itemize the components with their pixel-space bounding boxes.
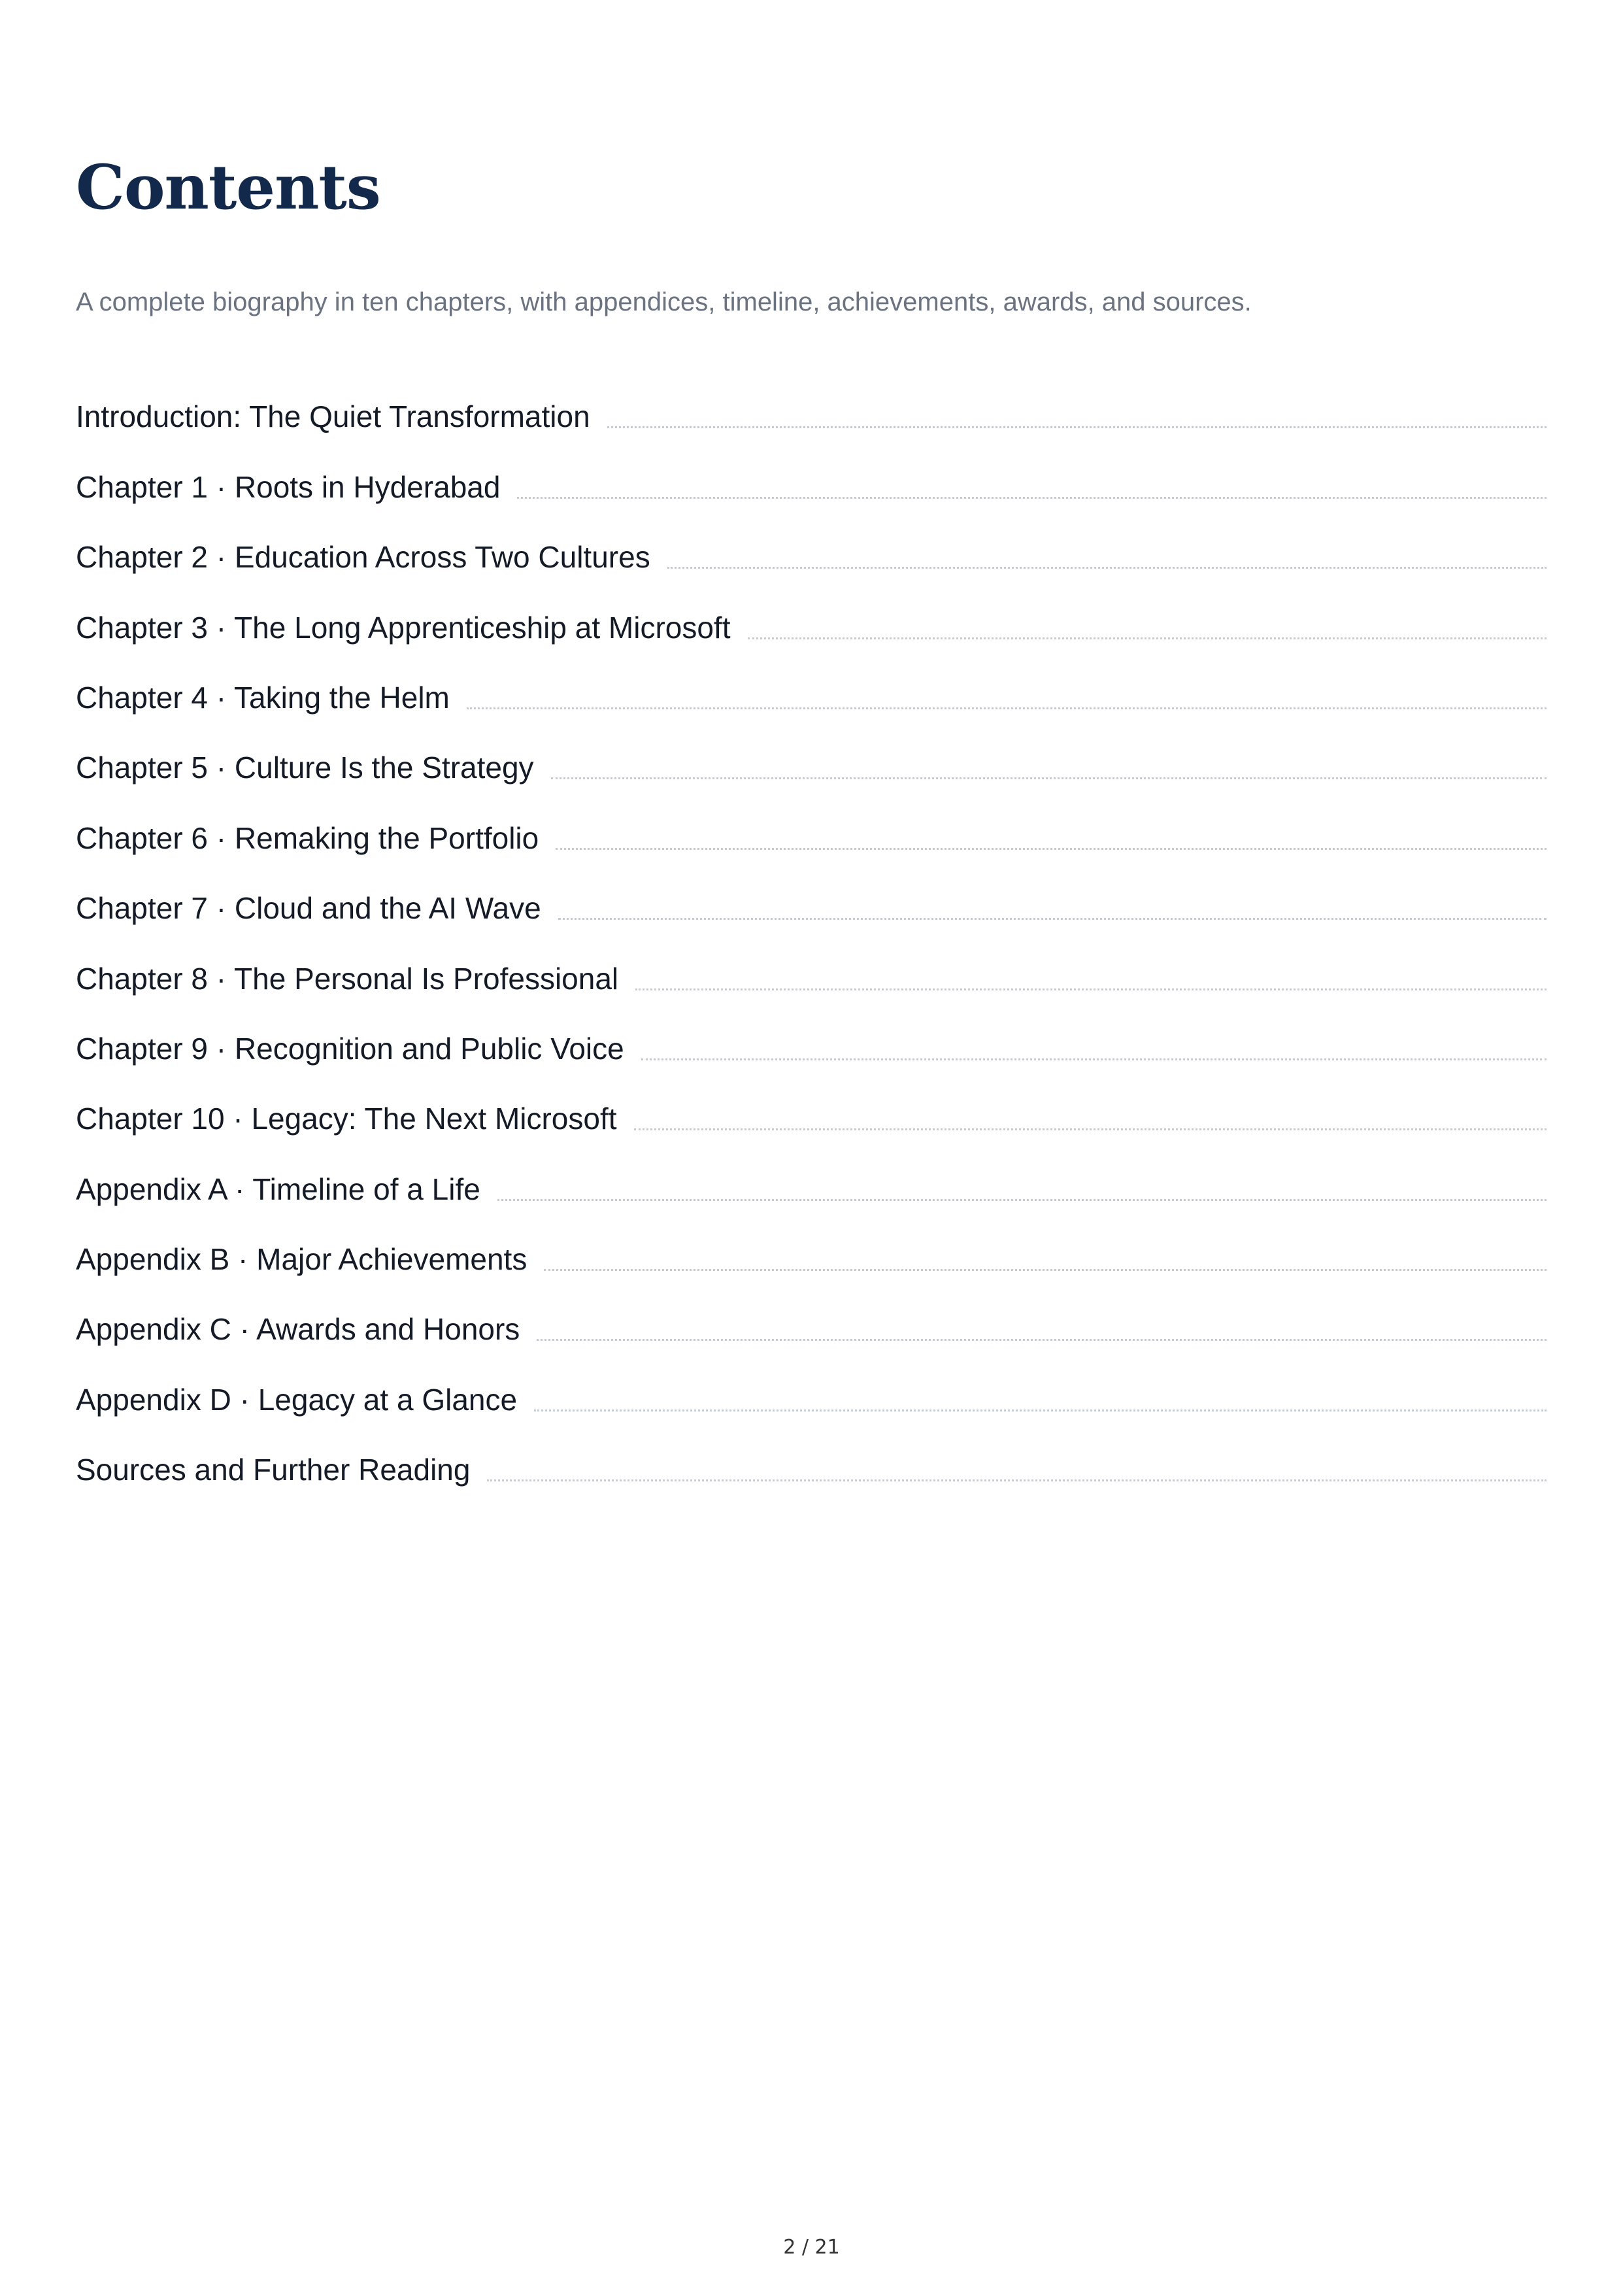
page-title: Contents [76,152,380,224]
table-of-contents [76,380,1547,1504]
dotted-leader [551,777,1547,779]
dotted-leader [634,1128,1547,1130]
toc-entry-appendix-d[interactable] [76,1363,1547,1433]
dotted-leader [537,1339,1547,1341]
dotted-leader [607,426,1547,428]
toc-entry-label: Sources and Further Reading [76,1453,471,1487]
dotted-leader [667,567,1547,569]
toc-entry-label: Chapter 10 · Legacy: The Next Microsoft [76,1102,617,1136]
toc-entry-chapter-9[interactable] [76,1013,1547,1083]
toc-entry-label: Appendix B · Major Achievements [76,1242,527,1277]
toc-entry-appendix-a[interactable] [76,1153,1547,1223]
toc-entry-appendix-c[interactable] [76,1293,1547,1363]
dotted-leader [497,1199,1547,1201]
toc-entry-label: Chapter 5 · Culture Is the Strategy [76,751,534,785]
toc-entry-label: Appendix A · Timeline of a Life [76,1172,480,1206]
toc-entry-label: Introduction: The Quiet Transformation [76,399,590,434]
toc-entry-chapter-4[interactable] [76,662,1547,732]
toc-entry-chapter-1[interactable] [76,450,1547,520]
toc-entry-chapter-6[interactable] [76,802,1547,871]
toc-entry-label: Chapter 6 · Remaking the Portfolio [76,820,539,855]
toc-entry-label: Chapter 3 · The Long Apprenticeship at Microsoft [76,610,731,645]
toc-entry-sources[interactable] [76,1434,1547,1504]
dotted-leader [487,1479,1547,1481]
toc-entry-label: Chapter 7 · Cloud and the AI Wave [76,891,541,926]
toc-entry-label: Chapter 9 · Recognition and Public Voice [76,1031,624,1066]
page-number: 2 / 21 [783,2236,840,2259]
toc-entry-chapter-8[interactable] [76,942,1547,1012]
toc-entry-chapter-5[interactable] [76,732,1547,802]
dotted-leader [544,1269,1547,1271]
dotted-leader [467,707,1547,709]
toc-entry-label: Chapter 8 · The Personal Is Professional [76,961,619,996]
toc-entry-chapter-2[interactable] [76,521,1547,591]
toc-entry-chapter-10[interactable] [76,1083,1547,1153]
toc-entry-chapter-3[interactable] [76,591,1547,661]
dotted-leader [558,918,1547,920]
toc-entry-introduction[interactable] [76,380,1547,450]
dotted-leader [534,1410,1547,1411]
toc-entry-label: Chapter 4 · Taking the Helm [76,680,450,715]
toc-entry-label: Chapter 2 · Education Across Two Cultures [76,540,650,575]
page-subtitle: A complete biography in ten chapters, with appendices, timeline, achievements, awards, and sources. [76,288,1252,316]
dotted-leader [748,637,1547,639]
dotted-leader [635,988,1547,990]
toc-entry-label: Appendix C · Awards and Honors [76,1312,520,1347]
dotted-leader [517,497,1547,499]
dotted-leader [556,848,1547,850]
dotted-leader [641,1058,1547,1060]
toc-entry-label: Appendix D · Legacy at a Glance [76,1382,518,1417]
toc-entry-label: Chapter 1 · Roots in Hyderabad [76,469,501,504]
toc-entry-appendix-b[interactable] [76,1223,1547,1293]
toc-entry-chapter-7[interactable] [76,872,1547,942]
